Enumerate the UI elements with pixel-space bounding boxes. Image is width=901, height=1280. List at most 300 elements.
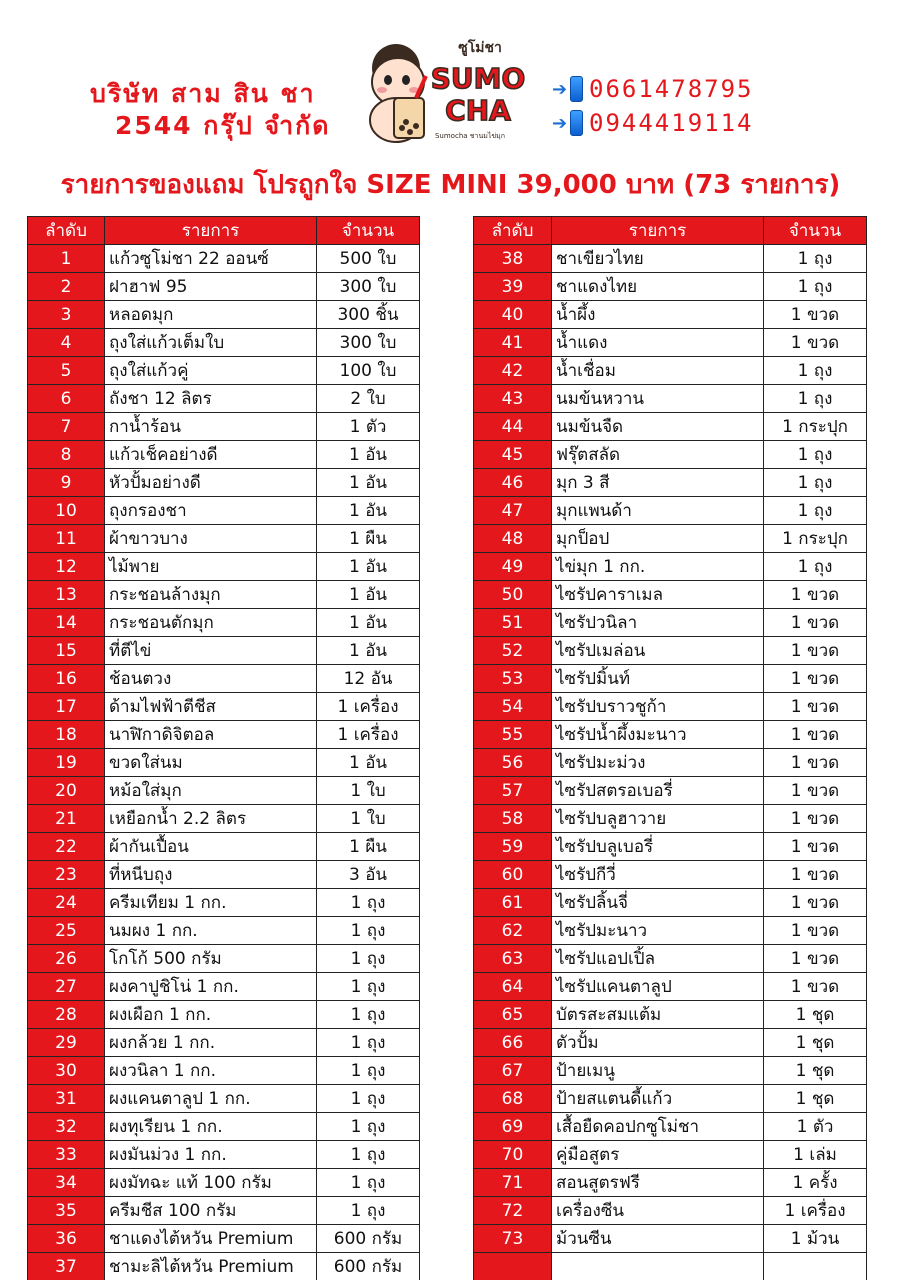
table-row	[28, 1253, 420, 1280]
item-quantity: 300 ชิ้น	[317, 301, 420, 329]
row-number: 46	[474, 469, 552, 497]
svg-text:ซูโม่ชา: ซูโม่ชา	[458, 40, 502, 56]
item-name: ขวดใส่นม	[105, 749, 317, 777]
header-qty: จำนวน	[764, 217, 867, 245]
item-quantity: 1 ถุง	[764, 497, 867, 525]
phone-row	[552, 106, 882, 140]
row-number: 27	[28, 973, 105, 1001]
row-number: 61	[474, 889, 552, 917]
table-row	[474, 945, 867, 973]
item-quantity: 1 ขวด	[764, 833, 867, 861]
row-number: 37	[28, 1253, 105, 1280]
item-name: ช้อนตวง	[105, 665, 317, 693]
table-row	[28, 1197, 420, 1225]
item-quantity: 1 ขวด	[764, 805, 867, 833]
row-number: 3	[28, 301, 105, 329]
item-quantity: 1 ใบ	[317, 777, 420, 805]
item-quantity: 1 ขวด	[764, 665, 867, 693]
item-name: บัตรสะสมแต้ม	[552, 1001, 764, 1029]
row-number: 23	[28, 861, 105, 889]
item-name: ไซรัปแอปเปิ้ล	[552, 945, 764, 973]
item-name: หม้อใส่มุก	[105, 777, 317, 805]
item-quantity: 1 เครื่อง	[317, 693, 420, 721]
table-row	[28, 1141, 420, 1169]
table-row	[28, 1057, 420, 1085]
item-name: มุก 3 สี	[552, 469, 764, 497]
header-item: รายการ	[105, 217, 317, 245]
item-name: หลอดมุก	[105, 301, 317, 329]
item-quantity: 1 ถุง	[764, 385, 867, 413]
table-row	[28, 1113, 420, 1141]
item-quantity: 1 ชุด	[764, 1001, 867, 1029]
table-row	[474, 1029, 867, 1057]
row-number: 43	[474, 385, 552, 413]
item-quantity: 1 ถุง	[764, 553, 867, 581]
item-name: ด้ามไฟฟ้าตีชีส	[105, 693, 317, 721]
item-quantity: 1 อัน	[317, 637, 420, 665]
arrow-right-icon: ➔	[552, 78, 568, 100]
item-name: หัวปั้มอย่างดี	[105, 469, 317, 497]
row-number: 11	[28, 525, 105, 553]
item-name: ผงคาปูชิโน่ 1 กก.	[105, 973, 317, 1001]
item-name: ผงแคนตาลูป 1 กก.	[105, 1085, 317, 1113]
item-quantity: 1 ขวด	[764, 693, 867, 721]
table-row	[28, 917, 420, 945]
item-name	[552, 1253, 764, 1280]
item-quantity: 1 ถุง	[317, 1057, 420, 1085]
page-title: รายการของแถม โปรถูกใจ SIZE MINI 39,000 บาท (73 รายการ)	[60, 170, 841, 200]
row-number: 5	[28, 357, 105, 385]
table-row	[474, 1001, 867, 1029]
item-name: ป้ายสแตนดี้แก้ว	[552, 1085, 764, 1113]
row-number: 64	[474, 973, 552, 1001]
row-number: 33	[28, 1141, 105, 1169]
row-number: 53	[474, 665, 552, 693]
item-quantity: 300 ใบ	[317, 329, 420, 357]
header-no: ลำดับ	[474, 217, 552, 245]
item-name: ที่ตีไข่	[105, 637, 317, 665]
table-row	[28, 805, 420, 833]
row-number: 15	[28, 637, 105, 665]
table-row	[474, 1057, 867, 1085]
row-number: 44	[474, 413, 552, 441]
item-name: ครีมเทียม 1 กก.	[105, 889, 317, 917]
table-row	[474, 1225, 867, 1253]
phone-icon	[570, 76, 583, 102]
row-number: 18	[28, 721, 105, 749]
item-quantity: 1 ถุง	[317, 1113, 420, 1141]
item-name: ถุงใส่แก้วคู่	[105, 357, 317, 385]
item-name: มุกป็อป	[552, 525, 764, 553]
item-name: ถุงใส่แก้วเต็มใบ	[105, 329, 317, 357]
phone-list	[552, 72, 882, 140]
table-row	[474, 777, 867, 805]
table-row	[474, 329, 867, 357]
item-name: ชาแดงไทย	[552, 273, 764, 301]
item-quantity: 1 ถุง	[317, 1141, 420, 1169]
item-quantity: 1 ถุง	[317, 889, 420, 917]
item-quantity: 1 ถุง	[764, 357, 867, 385]
row-number: 68	[474, 1085, 552, 1113]
item-name: น้ำผึ้ง	[552, 301, 764, 329]
row-number: 69	[474, 1113, 552, 1141]
table-row	[28, 889, 420, 917]
item-name: น้ำแดง	[552, 329, 764, 357]
table-row	[28, 637, 420, 665]
table-row	[474, 637, 867, 665]
table-row	[474, 441, 867, 469]
item-quantity: 1 ผืน	[317, 525, 420, 553]
item-name: ไซรัปบลูเบอรี่	[552, 833, 764, 861]
table-row	[28, 273, 420, 301]
item-quantity: 1 ถุง	[317, 973, 420, 1001]
item-name: ป้ายเมนู	[552, 1057, 764, 1085]
row-number: 28	[28, 1001, 105, 1029]
row-number: 63	[474, 945, 552, 973]
item-name: ผงกล้วย 1 กก.	[105, 1029, 317, 1057]
table-row	[474, 1169, 867, 1197]
row-number: 55	[474, 721, 552, 749]
item-quantity: 1 อัน	[317, 581, 420, 609]
row-number: 31	[28, 1085, 105, 1113]
item-name: ผงมัทฉะ แท้ 100 กรัม	[105, 1169, 317, 1197]
item-name: นาฬิกาดิจิตอล	[105, 721, 317, 749]
item-quantity: 1 เครื่อง	[764, 1197, 867, 1225]
item-name: ครีมชีส 100 กรัม	[105, 1197, 317, 1225]
item-quantity: 1 ขวด	[764, 749, 867, 777]
item-quantity: 1 ขวด	[764, 721, 867, 749]
sumo-mascot-icon	[358, 28, 528, 146]
company-name	[60, 78, 360, 142]
row-number: 49	[474, 553, 552, 581]
row-number: 52	[474, 637, 552, 665]
phone-number[interactable]: 0944419114	[589, 109, 754, 137]
item-name: ไซรัปมิ้นท์	[552, 665, 764, 693]
svg-text:Sumocha ชานมไข่มุก: Sumocha ชานมไข่มุก	[434, 132, 506, 140]
item-quantity: 300 ใบ	[317, 273, 420, 301]
item-quantity: 12 อัน	[317, 665, 420, 693]
table-row	[474, 413, 867, 441]
item-quantity: 1 ขวด	[764, 917, 867, 945]
table-row	[28, 1085, 420, 1113]
item-quantity: 600 กรัม	[317, 1253, 420, 1280]
item-name: ถังชา 12 ลิตร	[105, 385, 317, 413]
item-name: ไซรัปน้ำผึ้งมะนาว	[552, 721, 764, 749]
table-row	[28, 357, 420, 385]
item-name: ม้วนซีน	[552, 1225, 764, 1253]
item-quantity: 1 ขวด	[764, 637, 867, 665]
item-quantity: 100 ใบ	[317, 357, 420, 385]
item-quantity: 500 ใบ	[317, 245, 420, 273]
row-number: 66	[474, 1029, 552, 1057]
item-quantity: 1 ถุง	[764, 441, 867, 469]
row-number: 65	[474, 1001, 552, 1029]
row-number: 21	[28, 805, 105, 833]
item-quantity: 1 ขวด	[764, 945, 867, 973]
item-name: เหยือกน้ำ 2.2 ลิตร	[105, 805, 317, 833]
table-row	[474, 1141, 867, 1169]
item-quantity: 1 อัน	[317, 749, 420, 777]
table-row	[28, 581, 420, 609]
table-row	[28, 1001, 420, 1029]
sumocha-logo	[358, 28, 528, 146]
item-quantity: 1 อัน	[317, 441, 420, 469]
item-quantity: 1 กระปุก	[764, 413, 867, 441]
row-number: 8	[28, 441, 105, 469]
table-row	[474, 1113, 867, 1141]
item-name: ผงเผือก 1 กก.	[105, 1001, 317, 1029]
table-row	[28, 833, 420, 861]
company-name-line2: 2544 กรุ๊ป จำกัด	[115, 111, 331, 140]
item-name: ตัวปั้ม	[552, 1029, 764, 1057]
table-row	[474, 497, 867, 525]
row-number: 60	[474, 861, 552, 889]
row-number: 71	[474, 1169, 552, 1197]
row-number: 29	[28, 1029, 105, 1057]
item-name: ไซรัปแคนตาลูป	[552, 973, 764, 1001]
item-quantity: 1 ชุด	[764, 1085, 867, 1113]
table-row	[28, 749, 420, 777]
table-row	[474, 609, 867, 637]
item-name: กระชอนล้างมุก	[105, 581, 317, 609]
item-name: ผงทุเรียน 1 กก.	[105, 1113, 317, 1141]
item-name: กาน้ำร้อน	[105, 413, 317, 441]
item-name: ไม้พาย	[105, 553, 317, 581]
item-quantity: 1 ขวด	[764, 777, 867, 805]
row-number: 13	[28, 581, 105, 609]
items-table-left	[27, 216, 420, 1280]
item-quantity: 1 ชุด	[764, 1029, 867, 1057]
item-quantity: 1 ใบ	[317, 805, 420, 833]
table-row	[474, 357, 867, 385]
item-quantity: 1 อัน	[317, 553, 420, 581]
item-quantity: 1 ถุง	[317, 1001, 420, 1029]
item-name: ผงวนิลา 1 กก.	[105, 1057, 317, 1085]
row-number: 47	[474, 497, 552, 525]
row-number: 42	[474, 357, 552, 385]
row-number: 70	[474, 1141, 552, 1169]
table-row	[28, 1029, 420, 1057]
item-name: ไซรัปสตรอเบอรี่	[552, 777, 764, 805]
item-name: มุกแพนด้า	[552, 497, 764, 525]
table-row	[28, 973, 420, 1001]
item-name: แก้วซูโม่ชา 22 ออนซ์	[105, 245, 317, 273]
table-row	[28, 609, 420, 637]
table-row	[474, 245, 867, 273]
row-number: 56	[474, 749, 552, 777]
row-number: 25	[28, 917, 105, 945]
table-row	[474, 273, 867, 301]
row-number: 9	[28, 469, 105, 497]
header-no: ลำดับ	[28, 217, 105, 245]
table-row	[474, 833, 867, 861]
item-quantity: 1 ถุง	[317, 1085, 420, 1113]
row-number: 73	[474, 1225, 552, 1253]
row-number: 19	[28, 749, 105, 777]
item-name: ไซรัปกีวี่	[552, 861, 764, 889]
item-quantity: 1 อัน	[317, 609, 420, 637]
table-row	[474, 973, 867, 1001]
row-number: 12	[28, 553, 105, 581]
row-number: 45	[474, 441, 552, 469]
table-row	[474, 917, 867, 945]
row-number: 51	[474, 609, 552, 637]
header-item: รายการ	[552, 217, 764, 245]
row-number: 2	[28, 273, 105, 301]
row-number: 1	[28, 245, 105, 273]
row-number: 54	[474, 693, 552, 721]
item-name: นมข้นหวาน	[552, 385, 764, 413]
item-name: ผ้ากันเปื้อน	[105, 833, 317, 861]
item-name: ไซรัปมะนาว	[552, 917, 764, 945]
table-row	[28, 497, 420, 525]
row-number: 20	[28, 777, 105, 805]
item-name: แก้วเช็คอย่างดี	[105, 441, 317, 469]
svg-text:CHA: CHA	[445, 94, 511, 127]
row-number: 72	[474, 1197, 552, 1225]
table-row	[28, 777, 420, 805]
table-row	[28, 1169, 420, 1197]
row-number: 4	[28, 329, 105, 357]
item-quantity: 1 ขวด	[764, 609, 867, 637]
table-row	[474, 1197, 867, 1225]
header-qty: จำนวน	[317, 217, 420, 245]
item-name: เสื้อยืดคอปกซูโม่ชา	[552, 1113, 764, 1141]
item-quantity	[764, 1253, 867, 1280]
item-name: ไซรัปวนิลา	[552, 609, 764, 637]
item-quantity: 1 ขวด	[764, 329, 867, 357]
item-quantity: 1 ถุง	[764, 245, 867, 273]
table-row	[28, 469, 420, 497]
item-quantity: 1 ขวด	[764, 581, 867, 609]
table-row	[28, 413, 420, 441]
phone-number[interactable]: 0661478795	[589, 75, 754, 103]
arrow-right-icon: ➔	[552, 112, 568, 134]
row-number: 22	[28, 833, 105, 861]
item-quantity: 1 เล่ม	[764, 1141, 867, 1169]
table-row	[28, 441, 420, 469]
row-number: 62	[474, 917, 552, 945]
item-quantity: 1 ตัว	[317, 413, 420, 441]
item-quantity: 1 ครั้ง	[764, 1169, 867, 1197]
item-name: ไข่มุก 1 กก.	[552, 553, 764, 581]
item-name: ถุงกรองชา	[105, 497, 317, 525]
table-row	[28, 385, 420, 413]
item-name: นมผง 1 กก.	[105, 917, 317, 945]
row-number: 41	[474, 329, 552, 357]
row-number: 14	[28, 609, 105, 637]
company-name-line1: บริษัท สาม สิน ชา	[90, 79, 316, 108]
phone-row	[552, 72, 882, 106]
table-row	[28, 861, 420, 889]
table-row	[474, 1085, 867, 1113]
table-row	[474, 525, 867, 553]
table-row	[474, 665, 867, 693]
row-number: 57	[474, 777, 552, 805]
item-quantity: 1 ผืน	[317, 833, 420, 861]
item-name: ชามะลิไต้หวัน Premium	[105, 1253, 317, 1280]
item-quantity: 1 กระปุก	[764, 525, 867, 553]
row-number: 26	[28, 945, 105, 973]
item-name: เครื่องซีน	[552, 1197, 764, 1225]
row-number: 6	[28, 385, 105, 413]
table-row	[474, 805, 867, 833]
item-name: คู่มือสูตร	[552, 1141, 764, 1169]
svg-text:SUMO: SUMO	[430, 62, 526, 95]
table-row	[474, 581, 867, 609]
item-quantity: 1 ตัว	[764, 1113, 867, 1141]
table-row	[28, 301, 420, 329]
table-row	[28, 721, 420, 749]
item-name: ไซรัปคาราเมล	[552, 581, 764, 609]
item-quantity: 1 ถุง	[317, 1197, 420, 1225]
row-number	[474, 1253, 552, 1280]
item-name: ฝาฮาฟ 95	[105, 273, 317, 301]
table-row	[474, 1253, 867, 1280]
item-name: ไซรัปเมล่อน	[552, 637, 764, 665]
table-row	[474, 721, 867, 749]
table-row	[474, 889, 867, 917]
item-name: ไซรัปลิ้นจี่	[552, 889, 764, 917]
table-row	[28, 945, 420, 973]
table-row	[474, 553, 867, 581]
row-number: 59	[474, 833, 552, 861]
item-quantity: 1 อัน	[317, 469, 420, 497]
item-quantity: 1 ขวด	[764, 889, 867, 917]
row-number: 50	[474, 581, 552, 609]
row-number: 24	[28, 889, 105, 917]
row-number: 10	[28, 497, 105, 525]
item-name: ฟรุ๊ตสลัด	[552, 441, 764, 469]
row-number: 38	[474, 245, 552, 273]
row-number: 32	[28, 1113, 105, 1141]
item-quantity: 1 ม้วน	[764, 1225, 867, 1253]
table-header-row	[474, 217, 867, 245]
item-quantity: 1 ถุง	[317, 1169, 420, 1197]
item-name: ชาแดงไต้หวัน Premium	[105, 1225, 317, 1253]
item-quantity: 1 ขวด	[764, 301, 867, 329]
table-row	[474, 749, 867, 777]
item-quantity: 1 ถุง	[317, 945, 420, 973]
item-name: น้ำเชื่อม	[552, 357, 764, 385]
item-name: ไซรัปบลูฮาวาย	[552, 805, 764, 833]
row-number: 39	[474, 273, 552, 301]
row-number: 7	[28, 413, 105, 441]
row-number: 17	[28, 693, 105, 721]
table-row	[28, 525, 420, 553]
item-name: ไซรัปมะม่วง	[552, 749, 764, 777]
table-row	[28, 329, 420, 357]
item-quantity: 1 ขวด	[764, 973, 867, 1001]
table-row	[474, 469, 867, 497]
item-quantity: 1 ถุง	[764, 469, 867, 497]
item-name: นมข้นจืด	[552, 413, 764, 441]
items-table-right	[473, 216, 867, 1280]
item-name: โกโก้ 500 กรัม	[105, 945, 317, 973]
table-header-row	[28, 217, 420, 245]
table-row	[28, 553, 420, 581]
item-name: ผ้าขาวบาง	[105, 525, 317, 553]
row-number: 30	[28, 1057, 105, 1085]
item-quantity: 1 ถุง	[317, 1029, 420, 1057]
item-name: ผงมันม่วง 1 กก.	[105, 1141, 317, 1169]
item-quantity: 2 ใบ	[317, 385, 420, 413]
table-row	[28, 245, 420, 273]
row-number: 16	[28, 665, 105, 693]
item-quantity: 1 ถุง	[317, 917, 420, 945]
phone-icon	[570, 110, 583, 136]
table-row	[474, 301, 867, 329]
